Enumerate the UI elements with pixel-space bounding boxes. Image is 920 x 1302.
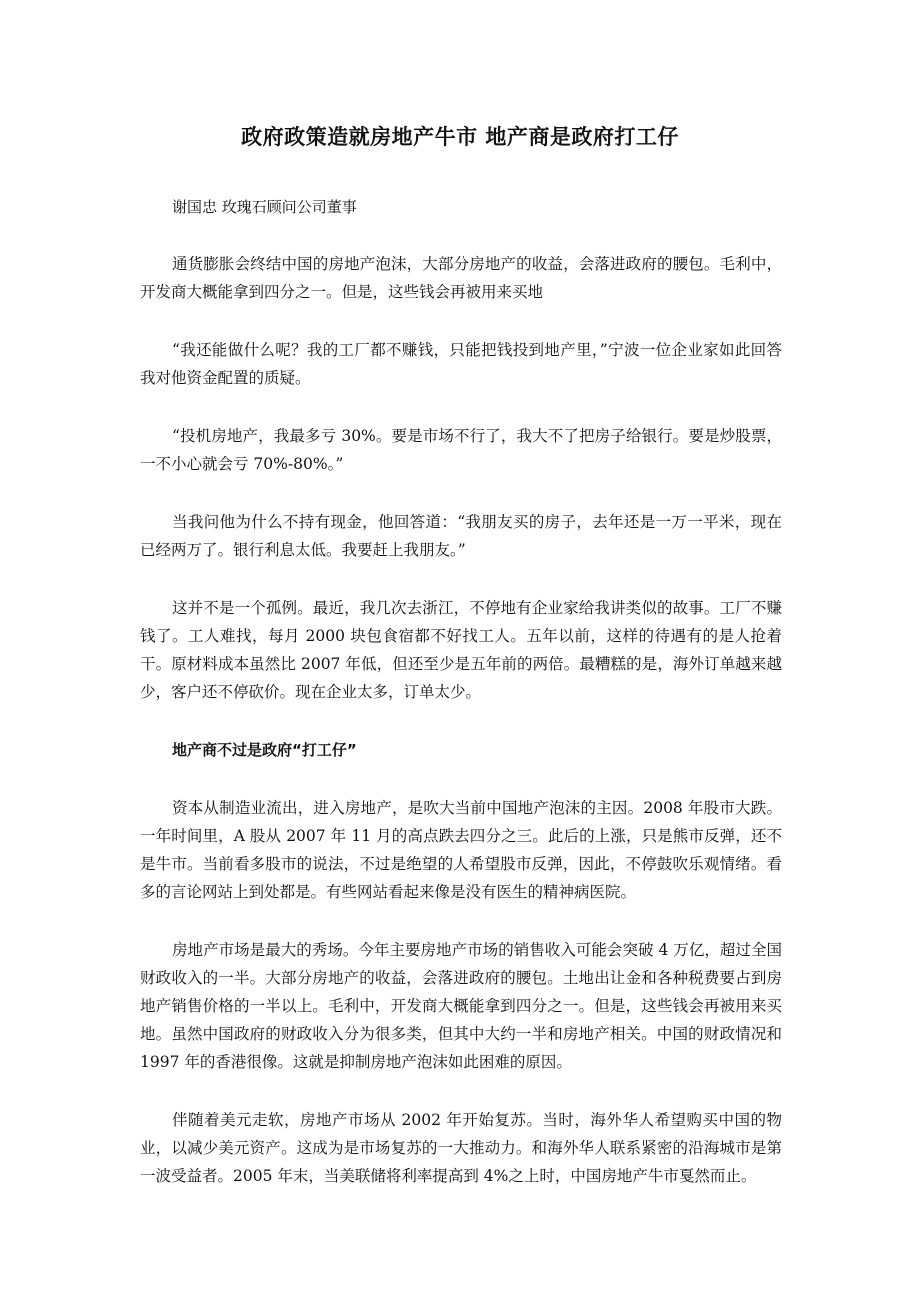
paragraph: 这并不是一个孤例。最近，我几次去浙江，不停地有企业家给我讲类似的故事。工厂不赚钱了。工人难找，每月 2000 块包食宿都不好找工人。五年以前，这样的待遇有的是人抢着干。原材料成本虽然比 2007 年低，但还至少是五年前的两倍。最糟糕的是，海外订单越来越少，客户还不停砍价。现在企业太多，订单太少。: [140, 599, 782, 701]
section-heading: 地产商不过是政府“打工仔”: [172, 741, 357, 759]
paragraph: “投机房地产，我最多亏 30%。要是市场不行了，我大不了把房子给银行。要是炒股票，一不小心就会亏 70%-80%。”: [140, 427, 782, 473]
article-body: [140, 250, 782, 1220]
document-title: 政府政策造就房地产牛市 地产商是政府打工仔: [241, 125, 679, 149]
paragraph: 通货膨胀会终结中国的房地产泡沫，大部分房地产的收益，会落进政府的腰包。毛利中，开发商大概能拿到四分之一。但是，这些钱会再被用来买地: [140, 255, 782, 301]
paragraph: 房地产市场是最大的秀场。今年主要房地产市场的销售收入可能会突破 4 万亿，超过全国财政收入的一半。大部分房地产的收益，会落进政府的腰包。土地出让金和各种税费要占到房地产销售价格的一半以上。毛利中，开发商大概能拿到四分之一。但是，这些钱会再被用来买地。虽然中国政府的财政收入分为很多类，但其中大约一半和房地产相关。中国的财政情况和 1997 年的香港很像。这就是抑制房地产泡沫如此困难的原因。: [140, 941, 782, 1071]
author-line: 谢国忠 玫瑰石顾问公司董事: [172, 198, 357, 216]
paragraph: 资本从制造业流出，进入房地产，是吹大当前中国地产泡沫的主因。2008 年股市大跌。一年时间里，A 股从 2007 年 11 月的高点跌去四分之三。此后的上涨，只是熊市反弹，还不是牛市。当前看多股市的说法，不过是绝望的人希望股市反弹，因此，不停鼓吹乐观情绪。看多的言论网站上到处都是。有些网站看起来像是没有医生的精神病医院。: [140, 799, 782, 901]
paragraph: 当我问他为什么不持有现金，他回答道：“我朋友买的房子，去年还是一万一平米，现在已经两万了。银行利息太低。我要赶上我朋友。”: [140, 513, 782, 559]
paragraph: 伴随着美元走软，房地产市场从 2002 年开始复苏。当时，海外华人希望购买中国的物业，以减少美元资产。这成为是市场复苏的一大推动力。和海外华人联系紧密的沿海城市是第一波受益者。2005 年末，当美联储将利率提高到 4%之上时，中国房地产牛市戛然而止。: [140, 1111, 782, 1185]
paragraph: “我还能做什么呢？我的工厂都不赚钱，只能把钱投到地产里，”宁波一位企业家如此回答我对他资金配置的质疑。: [140, 341, 782, 387]
